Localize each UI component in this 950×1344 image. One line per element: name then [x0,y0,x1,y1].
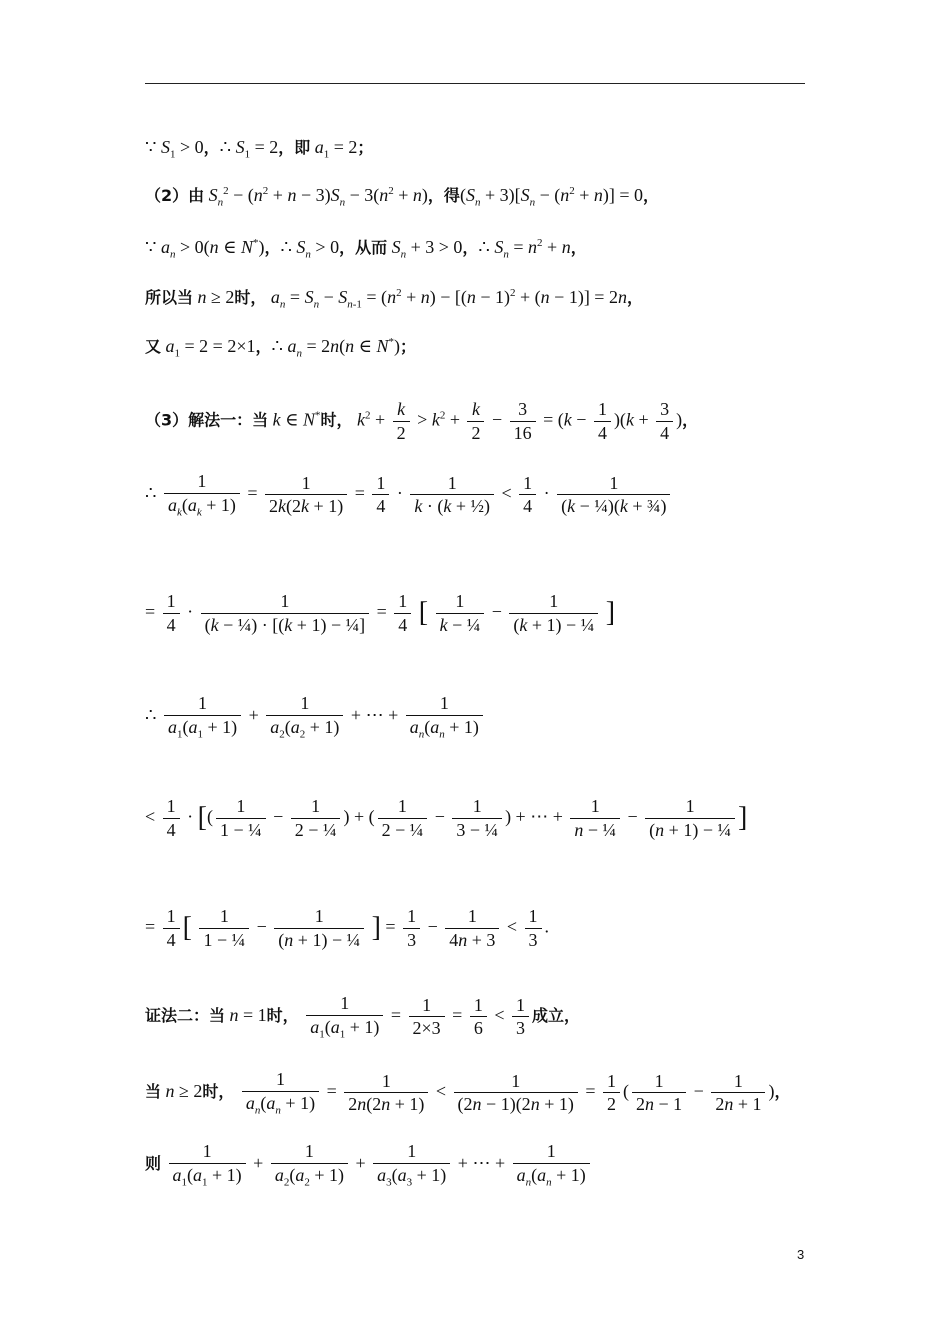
header-rule [145,83,805,84]
line-9: ∴ $\frac{1}{a_1(a_1 + 1)}$ + $\frac{1}{a_2(a_2 + 1)}$ + ⋯ + $\frac{1}{a_n(a_n + 1)}$ [145,692,486,742]
line-14: 则 $\frac{1}{a_1(a_1 + 1)}$ + $\frac{1}{a_2(a_2 + 1)}$ + $\frac{1}{a_3(a_3 + 1)}$ + ⋯ + $\frac{1}{a_n(a_n + 1)}$ [145,1140,593,1190]
line-11: = $\frac{1}{4}$ [ $\frac{1}{\text{1 − ¼}}$ − $\frac{1}{\text{(n + 1) − ¼}}$ ] = $\frac{1}{3}$ − $\frac{1}{4n + 3}$ < $\frac{1}{3}$ . [145,906,550,950]
line-12: 证法二：当 n = 1时， $\frac{1}{a_1(a_1 + 1)}$ = $\frac{1}{2\times 3}$ = $\frac{1}{6}$ < $\frac{1}{3}$ 成立， [145,993,580,1041]
page-number: 3 [797,1247,805,1262]
line-2: （2）由 $S_n^2 - (n^2 + n - 3)S_n - 3(n^2 + n)$，得$(S_n + 3)[S_n - (n^2 + n)] = 0$， [145,185,660,209]
line-5: 又 $a_1 = 2 = 2\times 1$，∴ $a_n = 2n(n$ ∈ N*)； [145,336,416,360]
line-6: （3）解法一：当 k ∈ N*时， $k^2$ + $\frac{k}{2}$ > $k^2$ + $\frac{k}{2}$ − $\frac{3}{16}$ = (k − $\frac{1}{4}$ )(k + $\frac{3}{4}$ )， [145,399,699,443]
line-1: ∵ $S_1 > 0$，∴ $S_1 = 2$，即 $a_1 = 2$； [145,137,374,161]
line-8: = $\frac{1}{4}$ · $\frac{1}{\text{(k − ¼) · [(k + 1) − ¼]}}$ = $\frac{1}{4}$ [ $\frac{1}{\text{k − ¼}}$ − $\frac{1}{\text{(k + 1) − ¼}}$ ] [145,591,616,635]
line-4: 所以当 n ≥ 2时， $a_n = S_n - S_{n-1} = (n^2 + n) - [(n - 1)^2 + (n - 1)] = 2n$， [145,287,643,311]
line-7: ∴ $\frac{1}{a_k(a_k + 1)}$ = $\frac{1}{2k(2k + 1)}$ = $\frac{1}{4}$ · $\frac{1}{\text{k · (k + ½)}}$ < $\frac{1}{4}$ · $\frac{1}{\text{(k − ¼)(k + ¾)}}$ [145,470,673,520]
line-13: 当 n ≥ 2时， $\frac{1}{a_n(a_n + 1)}$ = $\frac{1}{2n(2n + 1)}$ < $\frac{1}{(2n - 1)(2n + 1)}$ = $\frac{1}{2}$ ( $\frac{1}{2n - 1}$ − $\frac{1}{2n + 1}$ )， [145,1069,791,1117]
line-10: < $\frac{1}{4}$ · [( $\frac{1}{\text{1 − ¼}}$ − $\frac{1}{\text{2 − ¼}}$ ) + ( $\frac{1}{\text{2 − ¼}}$ − $\frac{1}{\text{3 − ¼}}$ ) + ⋯ + $\frac{1}{\text{n − ¼}}$ − $\frac{1}{\text{(n + 1) − ¼}}$ ] [145,796,748,840]
line-3: ∵ $a_n > 0(n$ ∈ N*)，∴ $S_n > 0$，从而 $S_n + 3 > 0$，∴ $S_n = n^2 + n$， [145,237,587,261]
